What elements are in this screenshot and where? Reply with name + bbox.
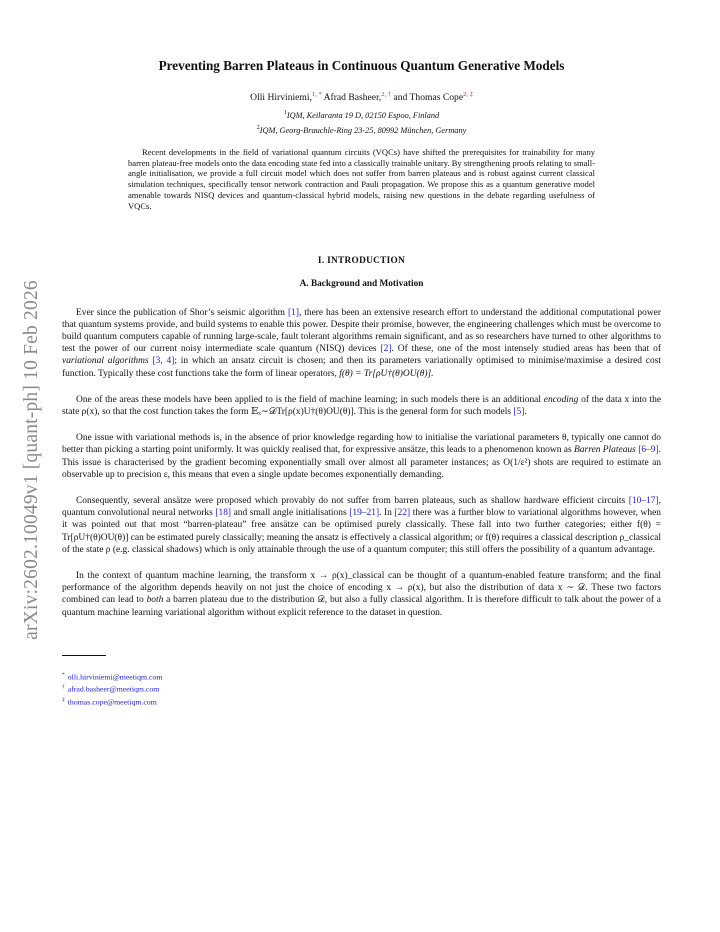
- citation-link[interactable]: [22]: [394, 508, 411, 519]
- citation-link[interactable]: [6–9]: [635, 445, 659, 456]
- affiliation-2: [62, 122, 661, 137]
- paragraph-2: One of the areas these models have been applied to is the field of machine learning; in such models there is an additional encoding of the data x into the state ρ(x), so that the cost function takes the form 𝔼ₓ∼𝒟Tr[ρ(x)U†(θ)OU(θ)]. This is the general form for such models [5].: [62, 394, 662, 417]
- author-2: Afrad Basheer,: [323, 92, 382, 104]
- arxiv-identifier-text: arXiv:2602.10049v1 [quant-ph] 10 Feb 2026: [21, 280, 42, 640]
- author-3-marker: 2, ‡: [463, 91, 473, 98]
- paragraph-4: Consequently, several ansätze were proposed which provably do not suffer from barren plateaus, such as shallow hardware efficient circuits [10–17], quantum convolutional neural networks [18] and small angle initialisations [19–21]. In [22] there was a further blow to variational algorithms however, when it was pointed out that most “barren-plateau” free ansätze can be optimised purely classically. These fall into two further categories; either f(θ) = Tr[ρU†(θ)OU(θ)] can be estimated purely classically; meaning the ansatz is effectively a classical algorithm; or f(θ) requires a classical description ρ_classical of the state ρ (e.g. classical shadows) which is only attainable through the use of a quantum computer; this still offers the possibility of a quantum advantage.: [62, 495, 661, 555]
- affiliation-2-text: IQM, Georg-Brauchle-Ring 23-25, 80992 München, Germany: [259, 125, 467, 135]
- author-2-marker: 2, †: [381, 91, 392, 98]
- paragraph-3: One issue with variational methods is, in the absence of prior knowledge regarding how to initialise the variational parameters θ, typically one cannot do better than picking a starting point uniformly. It was quickly realised that, for expressive ansätze, this leads to a phenomenon known as Barren Plateaus [6–9]. This issue is characterised by the gradient becoming exponentially small over almost all parameter instances; as O(1/ε²) shots are required to estimate an observable up to precision ε, this means that even a single update becomes exponentially demanding.: [62, 433, 662, 480]
- email-link[interactable]: thomas.cope@meetiqm.com: [67, 697, 157, 707]
- footnote-rule: [62, 655, 106, 656]
- author-list: [62, 91, 661, 103]
- arxiv-identifier-stamp: [14, 250, 50, 670]
- footnote-3: ‡ thomas.cope@meetiqm.com: [62, 696, 157, 707]
- footnotes: [62, 670, 661, 708]
- citation-link[interactable]: [5]: [513, 406, 525, 417]
- affiliation-1: [62, 107, 661, 122]
- email-link[interactable]: olli.hirviniemi@meetiqm.com: [67, 672, 163, 682]
- paper-title: Preventing Barren Plateaus in Continuous Quantum Generative Models: [158, 58, 565, 73]
- citation-link[interactable]: [10–17]: [628, 495, 659, 506]
- subsection-heading: A. Background and Motivation: [299, 278, 424, 289]
- email-link[interactable]: afrad.basheer@meetiqm.com: [67, 684, 160, 694]
- affiliation-1-number: 1: [283, 110, 287, 117]
- affiliation-1-text: IQM, Keilaranta 19 D, 02150 Espoo, Finland: [286, 110, 440, 120]
- citation-link[interactable]: [19–21]: [349, 508, 380, 519]
- footnote-2: † afrad.basheer@meetiqm.com: [62, 684, 160, 694]
- footnote-1: * olli.hirviniemi@meetiqm.com: [62, 671, 163, 682]
- author-1: Olli Hirviniemi,: [250, 92, 312, 104]
- affiliation-2-number: 2: [256, 124, 260, 131]
- citation-link[interactable]: [18]: [215, 508, 232, 519]
- citation-link[interactable]: [1]: [287, 307, 299, 318]
- citation-link[interactable]: [2]: [380, 344, 392, 355]
- author-1-marker: 1, *: [311, 91, 322, 98]
- citation-link[interactable]: [3, 4]: [148, 356, 175, 367]
- paragraph-1: Ever since the publication of Shor’s seismic algorithm [1], there has been an extensive research effort to understand the additional computational power that quantum systems provide, and build systems to enable this power. Despite their promise, however, the engineering challenges which must be overcome to build quantum computers capable of running large-scale, fault tolerant algorithms remain significant, and as so researchers have turned to other algorithms to test the power of our current noisy intermediate scale quantum (NISQ) devices [2]. Of these, one of the most intensely studied areas has been that of variational algorithms [3, 4]; in which an ansatz circuit is chosen; and then its parameters variationally optimised to minimise/maximise a desired cost function. Typically these cost functions take the form of linear operators, f(θ) = Tr[ρU†(θ)OU(θ)].: [62, 307, 661, 379]
- author-3: Thomas Cope: [409, 92, 464, 104]
- paragraph-5: In the context of quantum machine learning, the transform x → ρ(x)_classical can be thought of a quantum-enabled feature transform; and the final performance of the algorithm depends heavily on not just the choice of encoding x → ρ(x), but also the distribution of data x ∼ 𝒟. These two factors combined can lead to both a barren plateau due to the distribution 𝒟, but also a fully classical algorithm. It is therefore difficult to talk about the power of a quantum machine learning variational algorithm without explicit reference to the dataset in question.: [62, 570, 661, 618]
- author-and: and: [393, 92, 408, 104]
- abstract: Recent developments in the field of variational quantum circuits (VQCs) have shifted the prerequisites for trainability for many barren plateau-free models onto the data encoding state fed into a classically trainable unitary. By strengthening proofs relating to small-angle initialisation, we provide a full circuit model which does not suffer from barren plateaus and is robust against current classical simulation techniques, specifically tensor network contraction and Pauli propagation. We propose this as a quantum generative model amenable towards NISQ devices and quantum-classical hybrid models, raising new questions in the debate regarding usefulness of VQCs.: [128, 146, 595, 211]
- paper-page: [62, 58, 661, 708]
- section-heading: I. INTRODUCTION: [317, 255, 406, 266]
